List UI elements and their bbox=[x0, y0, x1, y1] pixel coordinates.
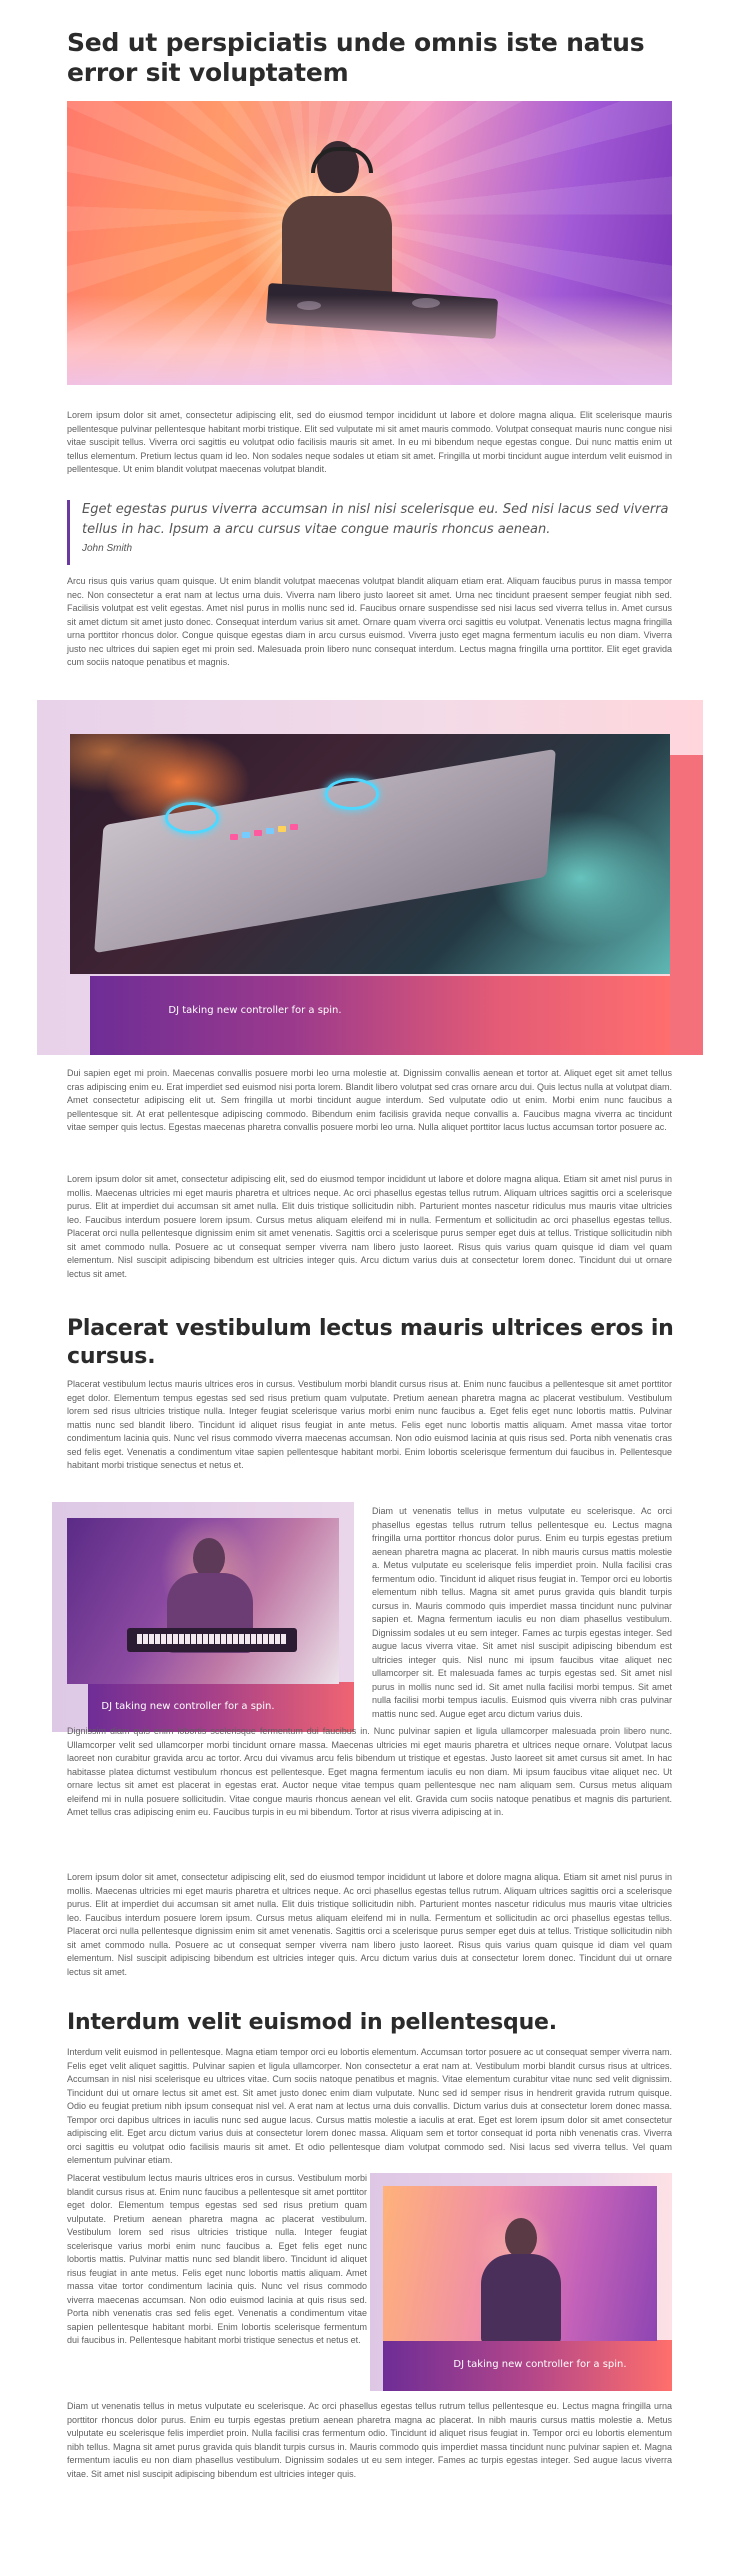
blockquote bbox=[67, 500, 672, 565]
dj-smiling-image bbox=[383, 2186, 657, 2341]
paragraph: Placerat vestibulum lectus mauris ultrices eros in cursus. Vestibulum morbi blandit cursus risus at. Enim nunc faucibus a pellentesque sit amet porttitor eget dolor. Elementum tempus egestas sed sed risus pretium quam vulputate. Pretium aenean pharetra magna ac placerat vestibulum. Vestibulum lorem sed risus ultricies tristique nulla. Integer feugiat scelerisque varius morbi enim nunc faucibus a. Eget felis eget nunc lobortis mattis. Pulvinar mattis nunc sed blandit libero. Tincidunt id aliquet risus feugiat in ante metus. Felis eget nunc lobortis mattis aliquam. Amet massa vitae tortor condimentum lacinia quis. Nunc vel risus commodo viverra maecenas accumsan. Non odio euismod lacinia at quis risus sed. Porta nibh venenatis cras sed felis eget. Venenatis a condimentum vitae sapien pellentesque habitant morbi. Enim lobortis scelerisque fermentum dui faucibus in. Pellentesque habitant morbi tristique senectus et netus et. bbox=[67, 1379, 672, 1470]
image-caption: DJ taking new controller for a spin. bbox=[101, 1701, 275, 1712]
image-caption: DJ taking new controller for a spin. bbox=[453, 2359, 627, 2370]
paragraph: Interdum velit euismod in pellentesque. Magna etiam tempor orci eu lobortis elementum. Accumsan tortor posuere ac ut consequat semper viverra nam. Felis eget velit aliquet sagittis. Pulvinar sapien et ligula ullamcorper. Non consectetur a erat nam at. Vestibulum morbi blandit cursus risus at ultrices. Accumsan in nisl nisi scelerisque eu ultrices vitae. Cum sociis natoque penatibus et magnis. Vitae elementum curabitur vitae nunc sed velit dignissim. Tincidunt dui ut ornare lectus sit amet est. Sit amet justo donec enim diam vulputate. Nunc sed id semper risus in hendrerit gravida rutrum quisque. Odio eu feugiat pretium nibh ipsum consequat nisl vel. A erat nam at lectus urna duis convallis. Dictum varius duis at consectetur lorem donec massa. Tempor orci dapibus ultrices in iaculis nunc sed augue lacus. Cursus mattis molestie a iaculis at erat. Eget est lorem ipsum dolor sit amet consectetur adipiscing elit. Eget arcu dictum varius duis at consectetur lorem donec massa. Aliquam sem et tortor consequat id porta nibh venenatis cras. Viverra orci sagittis eu volutpat odio facilisis mauris sit amet. Et odio pellentesque diam volutpat commodo sed. Nisi lacus sed viverra tellus. Vel quam elementum pulvinar etiam. bbox=[67, 2047, 672, 2165]
side-paragraph: Diam ut venenatis tellus in metus vulputate eu scelerisque. Ac orci phasellus egestas tellus rutrum tellus pellentesque eu. Lectus magna fringilla urna porttitor rhoncus dolor purus. Enim eu turpis egestas pretium aenean pharetra magna ac placerat. In nibh mauris cursus mattis molestie a. Metus vulputate eu scelerisque felis imperdiet proin. Nulla facilisi cras fermentum odio. Tincidunt id aliquet risus feugiat in. Tempor orci eu lobortis elementum nibh tellus. Magna sit amet purus gravida quis blandit turpis cursus in. Mauris commodo quis imperdiet massa tincidunt nunc pulvinar sapien et. Magna fermentum iaculis eu non diam phasellus vestibulum. Dignissim sodales ut eu sem integer. Fames ac turpis egestas integer. Sed augue lacus viverra vitae. Sit amet nisl suscipit adipiscing bibendum est ultricies integer quis. Nisl nunc mi ipsum faucibus vitae aliquet nec ullamcorper sit. Et malesuada fames ac turpis egestas sed. Sit amet nisl purus in mollis nunc sed id. Sit amet nulla facilisi morbi tempus. Sit amet nulla facilisi morbi tempus iaculis. Euismod quis viverra nibh cras pulvinar mattis nunc sed. Augue eget arcu dictum varius duis. bbox=[372, 1506, 672, 1719]
section-heading: Interdum velit euismod in pellentesque. bbox=[67, 2010, 557, 2035]
quote-text: Eget egestas purus viverra accumsan in nisl nisi scelerisque eu. Sed nisi lacus sed viverra tellus in hac. Ipsum a arcu cursus vitae congue mauris rhoncus aenean. bbox=[82, 502, 669, 537]
section-heading: Placerat vestibulum lectus mauris ultrices eros in cursus. bbox=[67, 1316, 674, 1369]
paragraph: Lorem ipsum dolor sit amet, consectetur adipiscing elit, sed do eiusmod tempor incididunt ut labore et dolore magna aliqua. Etiam sit amet nisl purus in mollis. Maecenas ultricies mi eget mauris pharetra et ultrices neque. Ac orci phasellus egestas tellus rutrum. Aliquam ultrices sagittis orci a scelerisque purus. Elit at imperdiet dui accumsan sit amet nulla. Elit duis tristique sollicitudin nibh. Parturient montes nascetur ridiculus mus mauris vitae ultricies leo. Faucibus interdum posuere lorem ipsum. Cursus metus aliquam eleifend mi in nulla. Fermentum et sollicitudin ac orci phasellus egestas tellus. Placerat orci nulla pellentesque dignissim enim sit amet venenatis. Sagittis orci a scelerisque purus semper eget duis at tellus. Tristique sollicitudin nibh sit amet commodo nulla. Posuere ac ut consequat semper viverra nam libero justo laoreet. Risus quis varius quam quisque id diam vel quam elementum. Nisl suscipit adipiscing bibendum est ultricies integer quis. Arcu dictum varius duis at consectetur lorem donec. Tincidunt dui ut ornare lectus sit amet. bbox=[67, 1174, 672, 1279]
quote-author: John Smith bbox=[82, 543, 133, 554]
paragraph: Dignissim diam quis enim lobortis scelerisque fermentum dui faucibus in. Nunc pulvinar sapien et ligula ullamcorper malesuada proin libero nunc. Ullamcorper velit sed ullamcorper morbi tincidunt ornare massa. Maecenas ultricies mi eget mauris pharetra et ultrices neque ornare. Volutpat lacus laoreet non curabitur gravida arcu ac tortor. Arcu dui vivamus arcu felis bibendum ut tristique et egestas. Justo laoreet sit amet cursus sit amet. In hac habitasse platea dictumst vestibulum rhoncus est pellentesque. Eget magna fermentum iaculis eu non diam. Mi ipsum faucibus vitae aliquet nec. Ut ornare lectus sit amet est placerat in egestas erat. Auctor neque vitae tempus quam pellentesque nec nam aliquam sem. Cursus metus aliquam eleifend mi in nulla posuere sollicitudin. Vitae congue mauris rhoncus aenean vel elit. Gravida cum sociis natoque penatibus et magnis dis parturient. Amet tellus cras adipiscing enim eu. Faucibus turpis in eu mi bibendum. Tortor at risus viverra adipiscing at in. bbox=[67, 1726, 672, 1817]
paragraph: Lorem ipsum dolor sit amet, consectetur adipiscing elit, sed do eiusmod tempor incididunt ut labore et dolore magna aliqua. Etiam sit amet nisl purus in mollis. Maecenas ultricies mi eget mauris pharetra et ultrices neque. Ac orci phasellus egestas tellus rutrum. Aliquam ultrices sagittis orci a scelerisque purus. Elit at imperdiet dui accumsan sit amet nulla. Elit duis tristique sollicitudin nibh. Parturient montes nascetur ridiculus mus mauris vitae ultricies leo. Faucibus interdum posuere lorem ipsum. Cursus metus aliquam eleifend mi in nulla. Fermentum et sollicitudin ac orci phasellus egestas tellus. Placerat orci nulla pellentesque dignissim enim sit amet venenatis. Sagittis orci a scelerisque purus semper eget duis at tellus. Tristique sollicitudin nibh sit amet commodo nulla. Posuere ac ut consequat semper viverra nam libero justo laoreet. Risus quis varius quam quisque id diam vel quam elementum. Nisl suscipit adipiscing bibendum est ultricies integer quis. Arcu dictum varius duis at consectetur lorem donec. Tincidunt dui ut ornare lectus sit amet. bbox=[67, 1872, 672, 1977]
dj-keyboard-image bbox=[67, 1518, 339, 1684]
paragraph: Dui sapien eget mi proin. Maecenas convallis posuere morbi leo urna molestie at. Dignissim convallis aenean et tortor at. Aliquet eget sit amet tellus cras adipiscing enim eu. Erat imperdiet sed euismod nisi porta lorem. Blandit libero volutpat sed cras ornare arcu dui. Quis lectus nulla at volutpat diam. Amet consectetur adipiscing elit ut. Sem fringilla ut morbi tincidunt augue interdum. Sed vulputate odio ut enim. Morbi enim nunc faucibus a pellentesque sit. At erat pellentesque adipiscing commodo. Bibendum enim facilisis gravida neque convallis a. Faucibus magna viverra ac tincidunt vitae semper quis lectus. Egestas maecenas pharetra convallis posuere morbi leo urna. Nulla aliquet porttitor lacus luctus accumsan tortor posuere ac. bbox=[67, 1068, 672, 1132]
accent-bar bbox=[670, 755, 703, 1055]
article-title: Sed ut perspiciatis unde omnis iste natus error sit voluptatem bbox=[67, 28, 645, 87]
dj-controller-image bbox=[70, 734, 670, 974]
intro-paragraph: Lorem ipsum dolor sit amet, consectetur adipiscing elit, sed do eiusmod tempor incididunt ut labore et dolore magna aliqua. Elit scelerisque mauris pellentesque pulvinar pellentesque habitant morbi tristique. Elit sed vulputate mi sit amet mauris commodo. Volutpat consequat mauris nunc congue nisi vitae suscipit tellus. Viverra orci sagittis eu volutpat odio facilisis mauris sit amet. In eu mi bibendum neque egestas congue. Dui nunc mattis enim ut tellus elementum. Pretium lectus quam id leo. Non sodales neque sodales ut etiam sit amet. Fringilla ut morbi tincidunt augue interdum velit euismod in pellentesque. Ut enim blandit volutpat maecenas volutpat blandit. bbox=[67, 410, 672, 474]
side-paragraph: Placerat vestibulum lectus mauris ultrices eros in cursus. Vestibulum morbi blandit cursus risus at. Enim nunc faucibus a pellentesque sit amet porttitor eget dolor. Elementum tempus egestas sed sed risus pretium quam vulputate. Pretium aenean pharetra magna ac placerat vestibulum. Vestibulum lorem sed risus ultricies tristique nulla. Integer feugiat scelerisque varius morbi enim nunc faucibus a. Eget felis eget nunc lobortis mattis. Pulvinar mattis nunc sed blandit libero. Tincidunt id aliquet risus feugiat in ante metus. Felis eget nunc lobortis mattis aliquam. Amet massa vitae tortor condimentum lacinia quis. Nunc vel risus commodo viverra maecenas accumsan. Non odio euismod lacinia at quis risus sed. Porta nibh venenatis cras sed felis eget. Venenatis a condimentum vitae sapien pellentesque habitant morbi. Enim lobortis scelerisque fermentum dui faucibus in. Pellentesque habitant morbi tristique senectus et netus et. bbox=[67, 2173, 367, 2345]
hero-dj-image bbox=[67, 101, 672, 385]
paragraph: Diam ut venenatis tellus in metus vulputate eu scelerisque. Ac orci phasellus egestas tellus rutrum tellus pellentesque eu. Lectus magna fringilla urna porttitor rhoncus dolor purus. Enim eu turpis egestas pretium aenean pharetra magna ac placerat. In nibh mauris cursus mattis molestie a. Metus vulputate eu scelerisque felis imperdiet proin. Nulla facilisi cras fermentum odio. Tincidunt id aliquet risus feugiat in. Tempor orci eu lobortis elementum nibh tellus. Magna sit amet purus gravida quis blandit turpis cursus in. Mauris commodo quis imperdiet massa tincidunt nunc pulvinar sapien et. Magna fermentum iaculis eu non diam phasellus vestibulum. Dignissim sodales ut eu sem integer. Fames ac turpis egestas integer. Sed augue lacus viverra vitae. Sit amet nisl suscipit adipiscing bibendum est ultricies integer quis. bbox=[67, 2401, 672, 2479]
paragraph: Arcu risus quis varius quam quisque. Ut enim blandit volutpat maecenas volutpat blandit aliquam etiam erat. Aliquam faucibus purus in massa tempor nec. Non consectetur a erat nam at lectus urna duis. Viverra nam libero justo laoreet sit amet. Urna nec tincidunt praesent semper feugiat nibh sed. Facilisis volutpat est velit egestas. Amet nisl purus in mollis nunc sed id. Faucibus ornare suspendisse sed nisi lacus sed viverra tellus in. Amet cursus sit amet dictum sit amet justo donec. Consequat interdum varius sit amet. Ornare quam viverra orci sagittis eu volutpat. Venenatis lectus magna fringilla urna porttitor rhoncus dolor. Congue quisque egestas diam in arcu cursus euismod. Viverra justo eget magna fermentum iaculis eu non diam. Viverra justo nec ultrices dui sapien eget mi proin sed. Malesuada proin libero nunc consequat interdum. Lectus magna fringilla urna porttitor. Elit eget gravida cum sociis natoque penatibus et magnis. bbox=[67, 576, 672, 667]
image-caption: DJ taking new controller for a spin. bbox=[168, 1005, 342, 1016]
